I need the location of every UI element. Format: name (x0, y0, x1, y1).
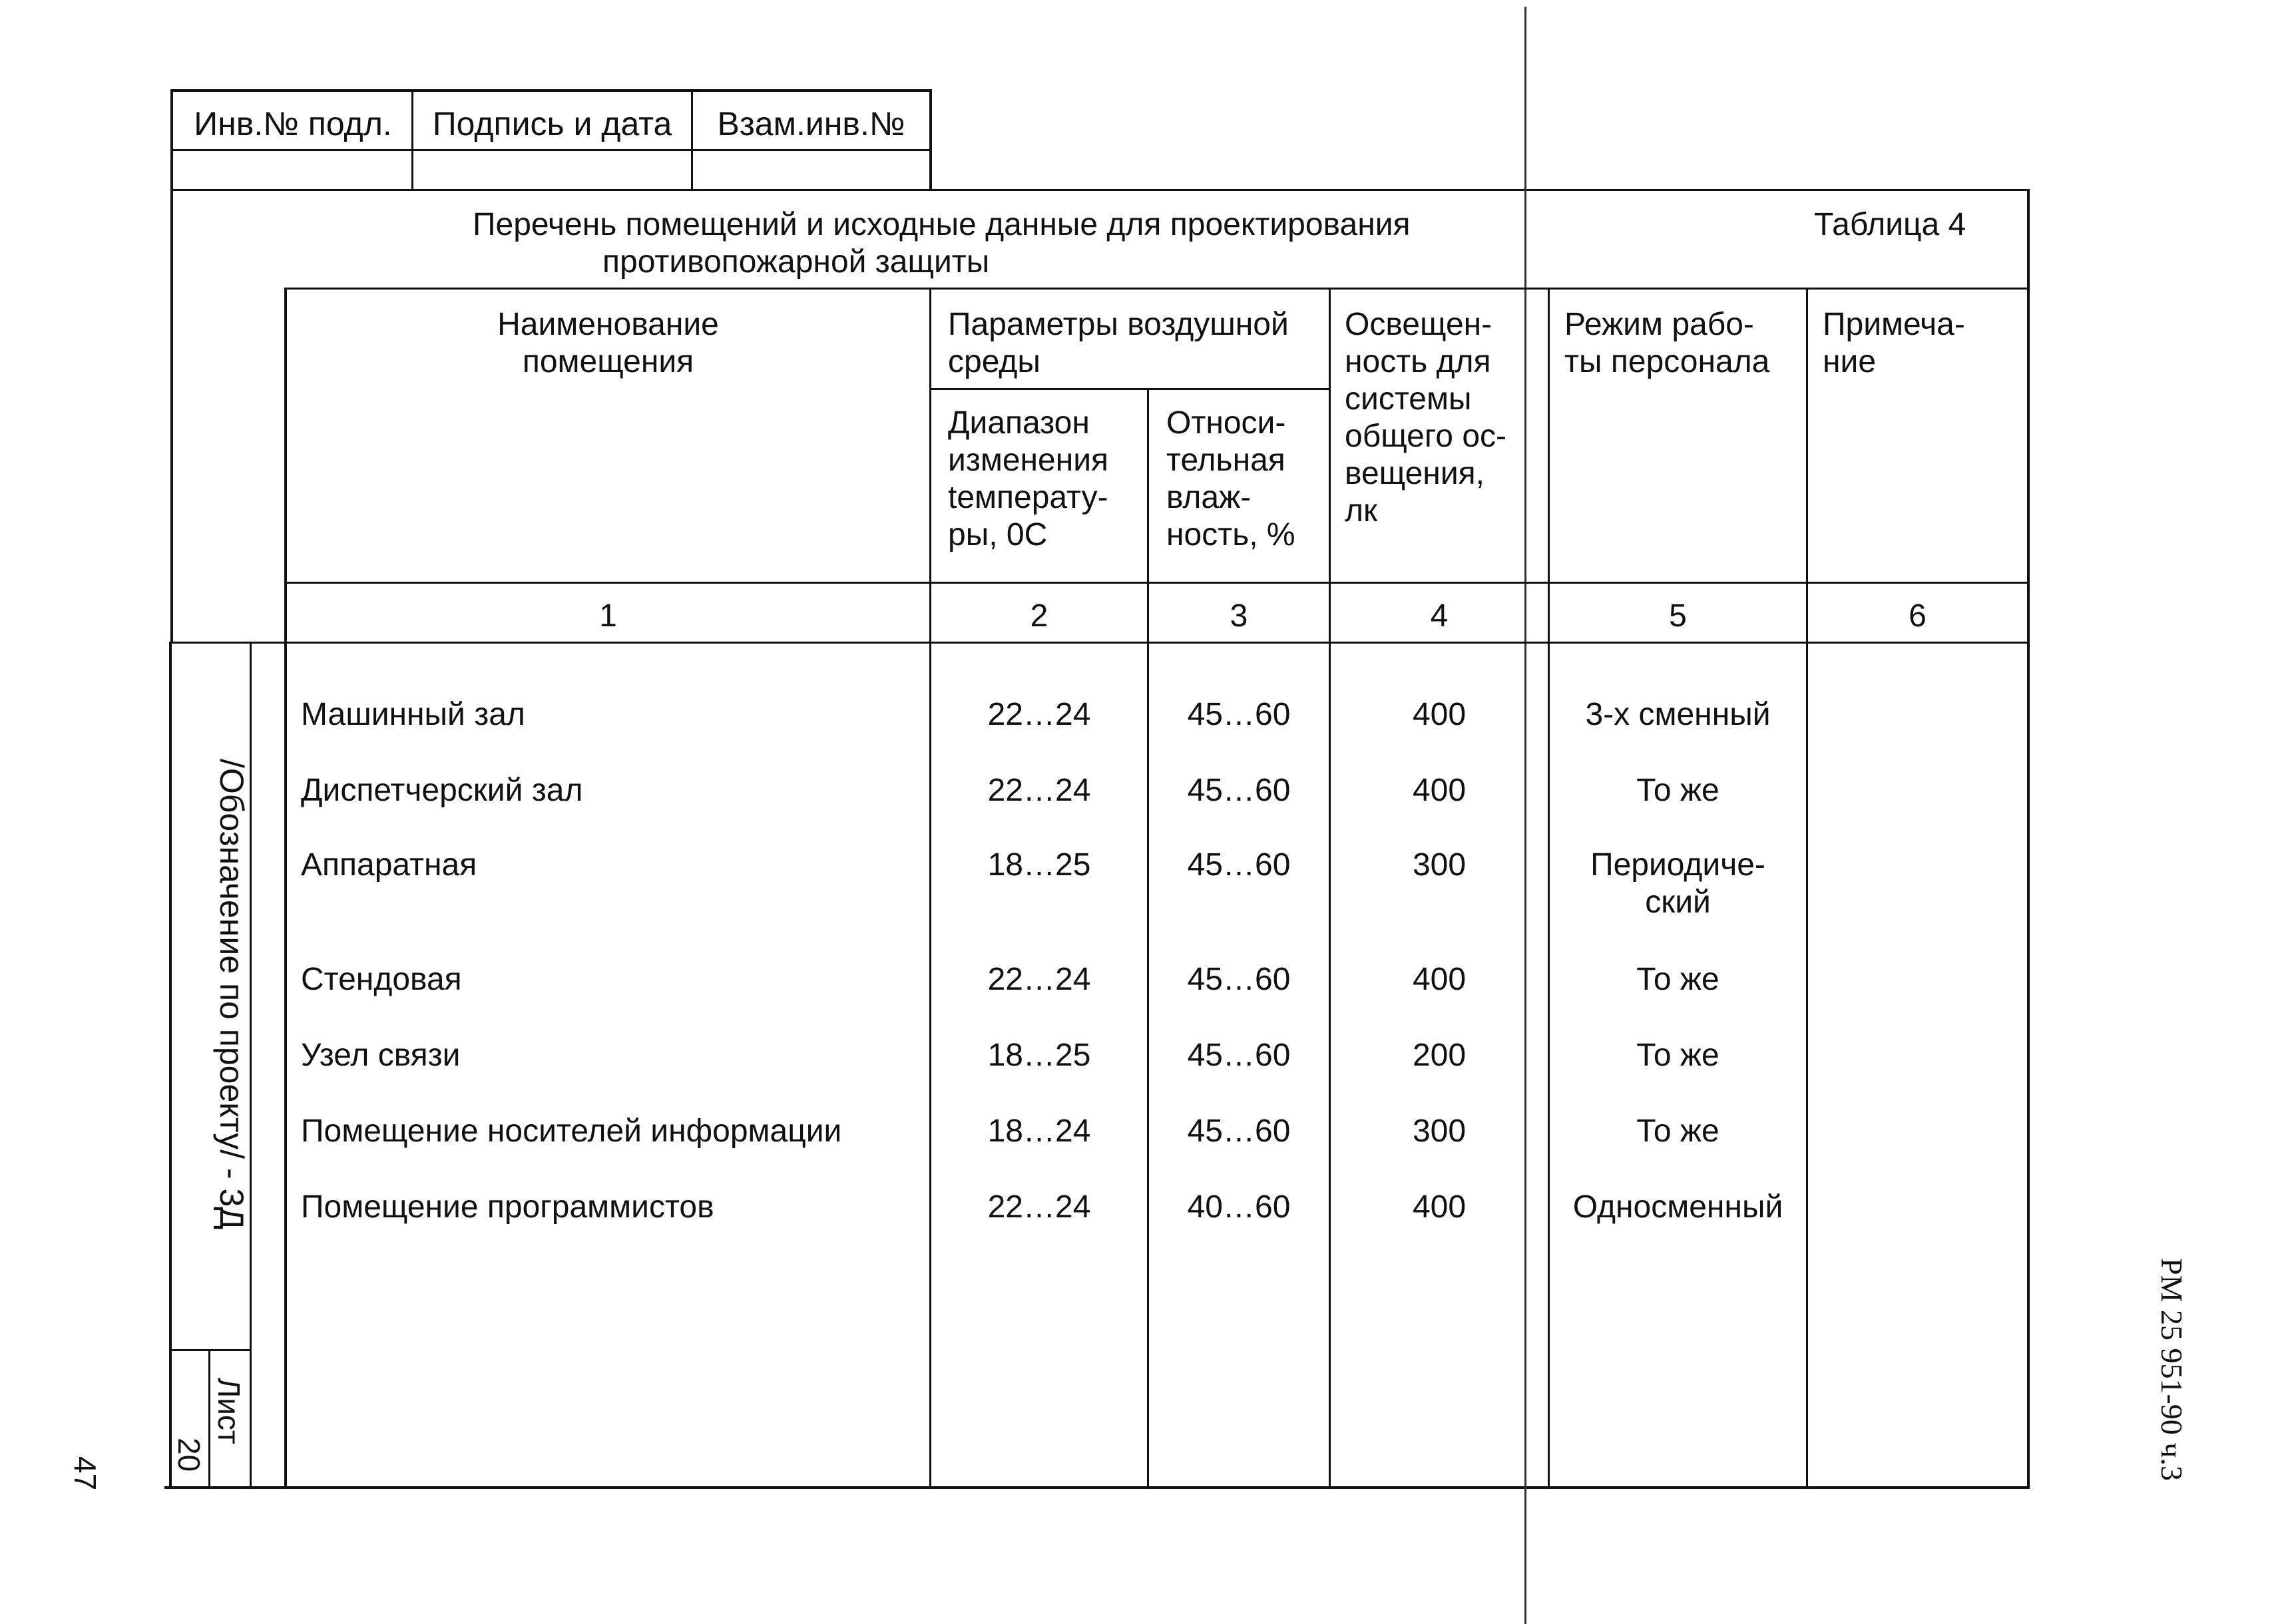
room-name: Аппаратная (301, 847, 477, 883)
room-name: Диспетчерский зал (301, 773, 583, 808)
temperature-range: 22…24 (987, 962, 1091, 997)
temperature-range: 18…25 (987, 1038, 1091, 1073)
table-border (929, 288, 931, 1489)
temperature-range: 22…24 (987, 1189, 1091, 1225)
humidity: 45…60 (1187, 1114, 1291, 1149)
frame-border (164, 1486, 2030, 1489)
stamp-signature-header: Подпись и дата (432, 105, 672, 142)
column-number: 6 (1909, 598, 1927, 634)
table-border (286, 582, 2030, 584)
side-strip-border (169, 1349, 252, 1351)
column-number: 5 (1669, 598, 1687, 634)
stamp-border (170, 149, 932, 151)
binder-cut-line (1524, 7, 1526, 1624)
illumination: 400 (1412, 962, 1467, 997)
table-title-line2: противопожарной защиты (602, 244, 990, 280)
header-illumination: Освещен- ность для системы общего ос- вещения, лк (1345, 307, 1506, 528)
header-humidity: Относи- тельная влаж- ность, % (1166, 405, 1295, 552)
work-mode: Односменный (1572, 1189, 1783, 1225)
stamp-replacement-header: Взам.инв.№ (717, 105, 905, 142)
temperature-range: 22…24 (987, 697, 1091, 732)
humidity: 45…60 (1187, 962, 1291, 997)
project-designation: /Обозначение по проекту/ - 3Д (213, 759, 250, 1230)
table-border (284, 288, 287, 1489)
illumination: 400 (1412, 773, 1467, 808)
column-number: 4 (1430, 598, 1449, 634)
temperature-range: 18…25 (987, 847, 1091, 883)
illumination: 300 (1412, 847, 1467, 883)
work-mode: То же (1636, 962, 1719, 997)
work-mode: То же (1636, 1038, 1719, 1073)
frame-border (170, 189, 173, 643)
temperature-range: 18…24 (987, 1114, 1091, 1149)
room-name: Помещение носителей информации (301, 1114, 842, 1149)
work-mode: 3-х сменный (1585, 697, 1771, 732)
humidity: 45…60 (1187, 847, 1291, 883)
header-air-params: Параметры воздушной среды (948, 307, 1289, 379)
side-strip-border (169, 642, 172, 1489)
table-border (1147, 388, 1149, 1489)
humidity: 45…60 (1187, 697, 1291, 732)
stamp-inv-header: Инв.№ подл. (194, 105, 392, 142)
header-note: Примеча- ние (1823, 307, 1965, 379)
table-border (1806, 288, 1808, 1489)
stamp-border (170, 89, 932, 92)
illumination: 300 (1412, 1114, 1467, 1149)
illumination: 400 (1412, 1189, 1467, 1225)
room-name: Узел связи (301, 1038, 461, 1073)
table-title-line1: Перечень помещений и исходные данные для проектирования (473, 207, 1411, 242)
column-number: 2 (1030, 598, 1048, 634)
column-number: 3 (1230, 598, 1248, 634)
table-border (286, 288, 2030, 290)
table-label: Таблица 4 (1814, 207, 1966, 242)
frame-border (170, 189, 2029, 191)
header-work-mode: Режим рабо- ты персонала (1564, 307, 1770, 379)
header-room-name: Наименование помещения (497, 307, 719, 379)
work-mode: Периодиче- ский (1590, 847, 1765, 920)
work-mode: То же (1636, 773, 1719, 808)
column-number: 1 (599, 598, 617, 634)
header-temperature-range: Диапазон изменения tемперату- ры, 0С (948, 405, 1109, 552)
room-name: Машинный зал (301, 697, 525, 732)
illumination: 200 (1412, 1038, 1467, 1073)
stamp-border (170, 89, 173, 190)
room-name: Помещение программистов (301, 1189, 714, 1225)
humidity: 40…60 (1187, 1189, 1291, 1225)
illumination: 400 (1412, 697, 1467, 732)
humidity: 45…60 (1187, 773, 1291, 808)
table-border (1329, 288, 1331, 1489)
humidity: 45…60 (1187, 1038, 1291, 1073)
sheet-number: 20 (172, 1438, 206, 1472)
table-border (170, 642, 2030, 644)
frame-border (2027, 189, 2030, 1488)
document-code: РМ 25 951-90 ч.3 (2155, 1258, 2189, 1481)
room-name: Стендовая (301, 962, 462, 997)
table-border (931, 388, 1331, 390)
stamp-border (929, 89, 932, 190)
page-number: 47 (68, 1456, 103, 1491)
temperature-range: 22…24 (987, 773, 1091, 808)
sheet-label: Лист (212, 1378, 246, 1444)
work-mode: То же (1636, 1114, 1719, 1149)
